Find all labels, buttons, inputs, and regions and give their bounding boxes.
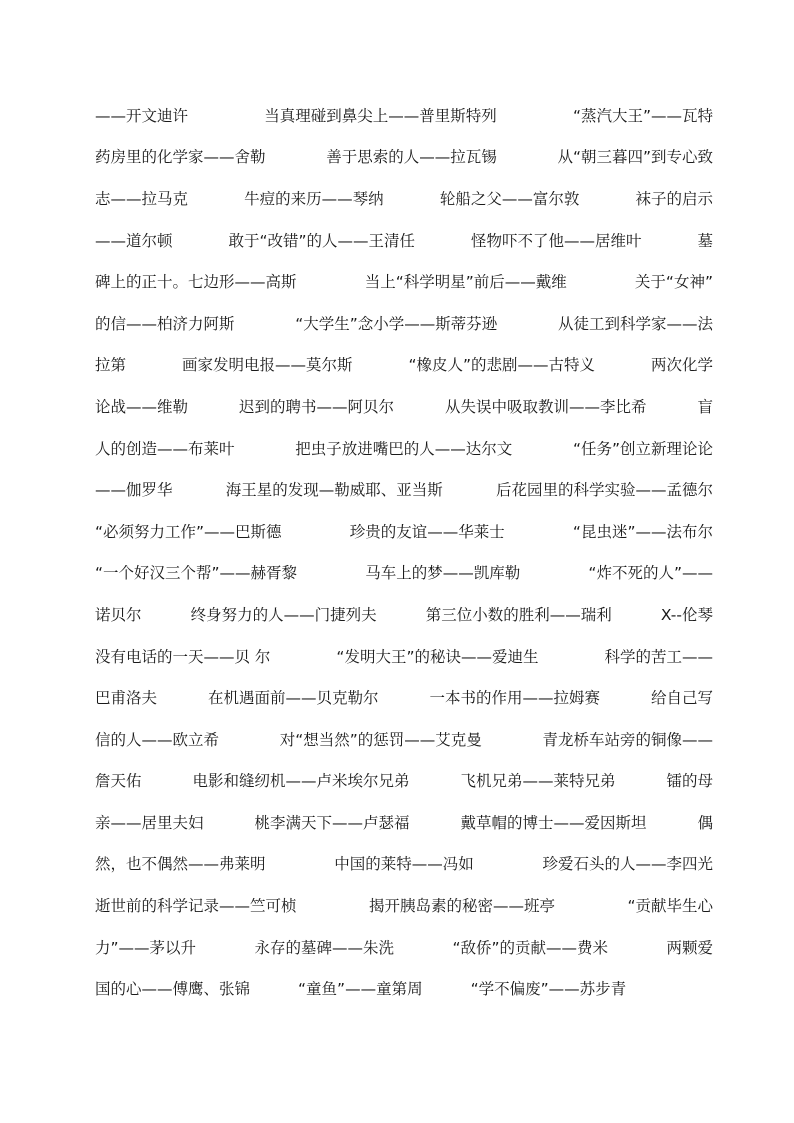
text-segment: 敢于“改错”的人——王清任	[228, 231, 416, 250]
text-segment: 终身努力的人——门捷列夫	[190, 605, 377, 624]
text-segment: 轮船之父——富尔敦	[439, 189, 580, 208]
text-segment: 当上“科学明星”前后——戴维	[364, 273, 567, 292]
text-segment: “敌侨”的贡献——费米	[452, 938, 609, 957]
text-segment: 桃李满天下——卢瑟福	[254, 813, 410, 832]
text-line	[95, 94, 713, 136]
text-segment: 迟到的聘书——阿贝尔	[238, 397, 394, 416]
text-segment: 两颗爱	[666, 938, 713, 957]
text-segment: 逝世前的科学记录——竺可桢	[95, 897, 297, 916]
text-segment: “炸不死的人”——	[588, 564, 713, 583]
text-segment: 戴草帽的博士——爱因斯坦	[460, 813, 647, 832]
text-segment: X--伦琴	[660, 605, 713, 624]
text-segment: 碑上的正十。七边形——高斯	[95, 273, 297, 292]
text-segment: ——伽罗华	[95, 481, 173, 500]
text-segment: “蒸汽大王”——瓦特	[572, 106, 713, 125]
text-segment: 飞机兄弟——莱特兄弟	[460, 772, 616, 791]
text-segment: 从失误中吸取教训——李比希	[444, 397, 647, 416]
text-line	[95, 635, 713, 677]
text-segment: 揭开胰岛素的秘密——班亭	[368, 897, 555, 916]
text-segment: 青龙桥车站旁的铜像——	[542, 730, 713, 749]
text-line	[95, 593, 713, 635]
text-segment: 把虫子放进嘴巴的人——达尔文	[295, 439, 513, 458]
text-segment: 拉第	[95, 356, 127, 375]
text-segment: 墓	[697, 231, 713, 250]
text-segment: 盲	[697, 397, 713, 416]
text-segment: 科学的苦工——	[604, 647, 713, 666]
text-segment: 巴甫洛夫	[95, 689, 158, 708]
text-line	[95, 385, 713, 427]
text-segment: ——开文迪许	[95, 106, 189, 125]
text-segment: 关于“女神”	[634, 273, 713, 292]
text-segment: 两次化学	[650, 356, 713, 375]
text-segment: “发明大王”的秘诀——爱迪生	[336, 647, 539, 666]
text-line	[95, 718, 713, 760]
text-segment: “童鱼”——童第周	[298, 980, 423, 999]
text-segment: “大学生”念小学——斯蒂芬逊	[295, 314, 498, 333]
text-line	[95, 801, 713, 843]
text-segment: 人的创造——布莱叶	[95, 439, 235, 458]
text-line	[95, 468, 713, 510]
text-segment: “昆虫迷”——法布尔	[572, 522, 713, 541]
text-segment: 镭的母	[666, 772, 713, 791]
text-line	[95, 136, 713, 178]
text-line	[95, 219, 713, 261]
text-segment: 中国的莱特——冯如	[334, 855, 474, 874]
text-segment: 第三位小数的胜利——瑞利	[425, 605, 612, 624]
text-segment: “任务”创立新理论论	[572, 439, 713, 458]
text-line	[95, 302, 713, 344]
text-segment: ——道尔顿	[95, 231, 173, 250]
text-segment: 詹天佑	[95, 772, 142, 791]
text-segment: 电影和缝纫机——卢米埃尔兄弟	[192, 772, 410, 791]
text-segment: 珍爱石头的人——李四光	[542, 855, 713, 874]
body-text	[95, 94, 713, 1009]
text-segment: 袜子的启示	[635, 189, 713, 208]
text-segment: 国的心——傅鹰、张锦	[95, 980, 251, 999]
text-segment: 珍贵的友谊——华莱士	[349, 522, 505, 541]
text-segment: 当真理碰到鼻尖上——普里斯特列	[264, 106, 497, 125]
text-segment: 对“想当然”的惩罚——艾克曼	[279, 730, 482, 749]
text-segment: “学不偏废”——苏步青	[470, 980, 627, 999]
text-line	[95, 552, 713, 594]
text-segment: 马车上的梦——凯库勒	[365, 564, 521, 583]
text-segment: 后花园里的科学实验——孟德尔	[495, 481, 713, 500]
text-line	[95, 676, 713, 718]
text-segment: 画家发明电报——莫尔斯	[181, 356, 353, 375]
text-segment: “一个好汉三个帮”——赫胥黎	[95, 564, 298, 583]
text-segment: 一本书的作用——拉姆赛	[429, 689, 600, 708]
text-line	[95, 427, 713, 469]
text-segment: 论战——维勒	[95, 397, 189, 416]
text-segment: 诺贝尔	[95, 605, 142, 624]
text-segment: “橡皮人”的悲剧——古特义	[408, 356, 595, 375]
text-line	[95, 843, 713, 885]
text-line	[95, 344, 713, 386]
text-line	[95, 760, 713, 802]
text-segment: 怪物吓不了他——居维叶	[470, 231, 642, 250]
text-segment: 牛痘的来历——琴纳	[244, 189, 384, 208]
text-segment: 没有电话的一天——贝 尔	[95, 647, 271, 666]
text-segment: 亲——居里夫妇	[95, 813, 204, 832]
text-segment: 志——拉马克	[95, 189, 189, 208]
text-line	[95, 884, 713, 926]
text-segment: “贡献毕生心	[627, 897, 713, 916]
text-line	[95, 177, 713, 219]
text-segment: 在机遇面前——贝克勒尔	[207, 689, 379, 708]
text-segment: 偶	[697, 813, 713, 832]
text-segment: 善于思索的人——拉瓦锡	[326, 148, 497, 167]
text-line	[95, 967, 713, 1009]
text-line	[95, 260, 713, 302]
text-segment: 力”——茅以升	[95, 938, 197, 957]
text-line	[95, 926, 713, 968]
text-segment: 的信——柏济力阿斯	[95, 314, 235, 333]
text-segment: 信的人——欧立希	[95, 730, 220, 749]
text-segment: 海王星的发现—勒威耶、亚当斯	[225, 481, 443, 500]
text-line	[95, 510, 713, 552]
text-segment: 永存的墓碑——朱洗	[254, 938, 394, 957]
text-segment: 然，也不偶然——弗莱明	[95, 855, 266, 874]
text-segment: 从徒工到科学家——法	[557, 314, 713, 333]
text-segment: “必须努力工作”——巴斯德	[95, 522, 282, 541]
text-segment: 给自己写	[650, 689, 713, 708]
text-segment: 药房里的化学家——舍勒	[95, 148, 266, 167]
text-segment: 从“朝三暮四”到专心致	[557, 148, 713, 167]
